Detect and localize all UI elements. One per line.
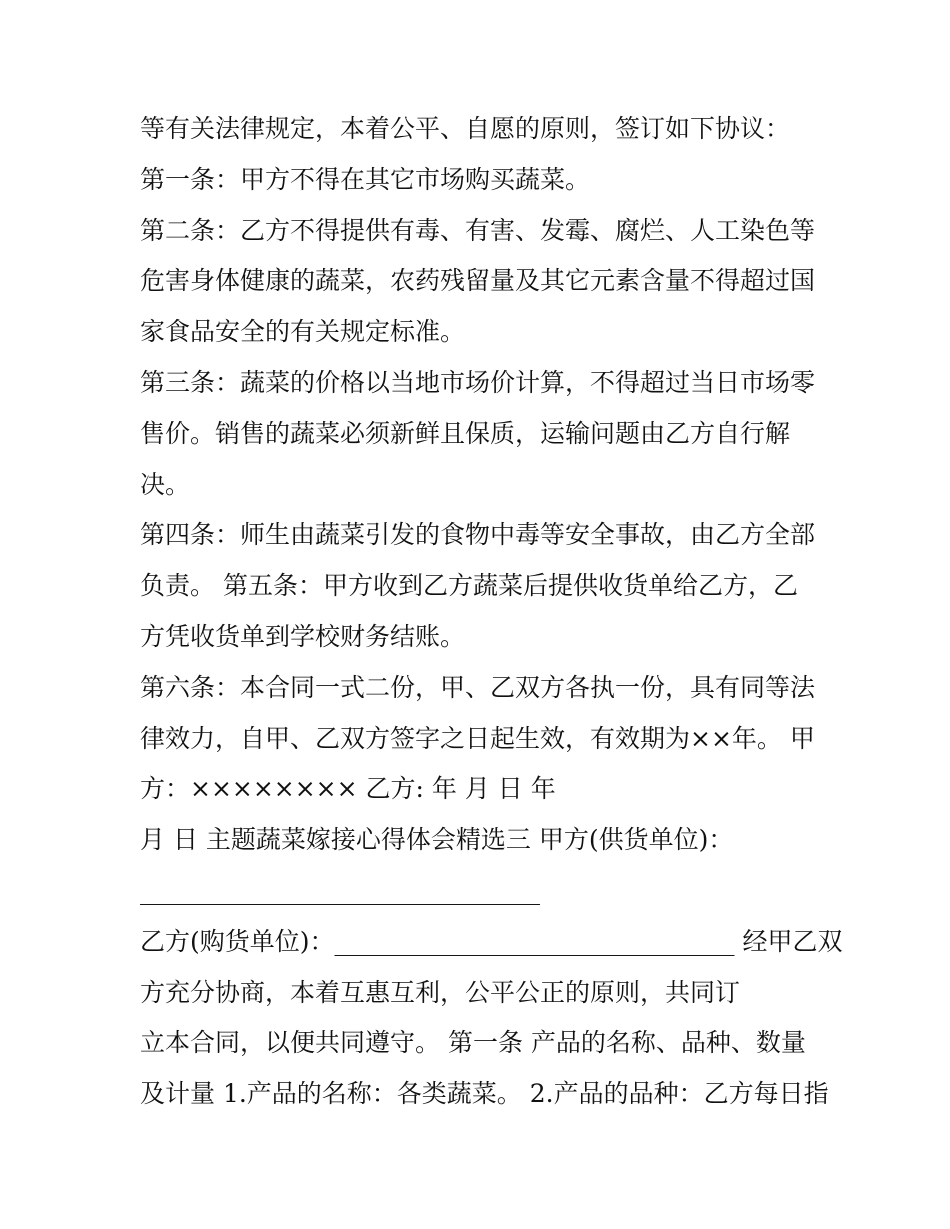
text-line: 第三条：蔬菜的价格以当地市场价计算，不得超过当日市场零 <box>140 367 816 397</box>
text-line: 决。 <box>140 469 191 499</box>
text-line: 第四条：师生由蔬菜引发的食物中毒等安全事故，由乙方全部 <box>140 520 816 550</box>
text-line: 方：×××××××× 乙方: 年 月 日 年 <box>140 774 556 804</box>
text-line: 及计量 1.产品的名称：各类蔬菜。 2.产品的品种：乙方每日指 <box>140 1079 829 1109</box>
text-line: 等有关法律规定，本着公平、自愿的原则，签订如下协议： <box>140 114 791 143</box>
text-line: 家食品安全的有关规定标准。 <box>140 317 466 347</box>
text-line: 第二条：乙方不得提供有毒、有害、发霉、腐烂、人工染色等 <box>140 215 816 245</box>
text-line: 方充分协商，本着互惠互利，公平公正的原则，共同订 <box>140 977 741 1007</box>
text-line: 第六条：本合同一式二份，甲、乙双方各执一份，具有同等法 <box>140 672 816 702</box>
text-line: 乙方(购货单位)：________________________________ 经甲乙双 <box>140 926 843 956</box>
text-line: 危害身体健康的蔬菜，农药残留量及其它元素含量不得超过国 <box>140 266 816 296</box>
text-line: 售价。销售的蔬菜必须新鲜且保质，运输问题由乙方自行解 <box>140 418 791 448</box>
text-line: 负责。 第五条：甲方收到乙方蔬菜后提供收货单给乙方，乙 <box>140 571 798 601</box>
signature-blank-line: ________________________________ <box>140 875 540 905</box>
text-line: 第一条：甲方不得在其它市场购买蔬菜。 <box>140 164 591 194</box>
text-line: 月 日 主题蔬菜嫁接心得体会精选三 甲方(供货单位)： <box>140 825 734 855</box>
text-line: 方凭收货单到学校财务结账。 <box>140 621 466 651</box>
contract-body <box>140 104 843 1120</box>
text-line: 律效力，自甲、乙双方签字之日起生效，有效期为××年。 甲 <box>140 723 815 753</box>
text-line: 立本合同，以便共同遵守。 第一条 产品的名称、品种、数量 <box>140 1028 806 1058</box>
